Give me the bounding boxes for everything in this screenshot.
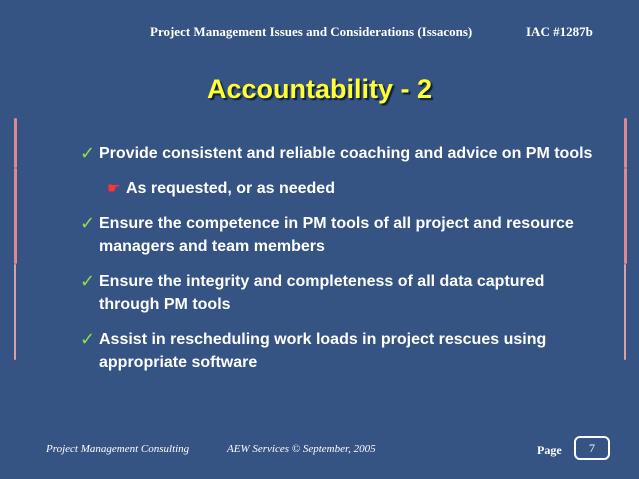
course-title: Project Management Issues and Considerations (Issacons)	[150, 24, 473, 39]
check-icon: ✓	[80, 143, 96, 164]
bullet-item-rescheduling	[80, 328, 600, 374]
right-edge-bar-bottom	[624, 264, 626, 360]
check-icon: ✓	[80, 271, 96, 292]
right-edge-bar-mid	[624, 168, 627, 264]
left-edge-bar-top	[14, 118, 17, 168]
left-edge-bar-bottom	[14, 264, 16, 360]
slide-title: Accountability - 2	[206, 74, 433, 104]
sub-bullet-item-requested	[80, 177, 600, 200]
bullet-item-integrity	[80, 270, 600, 316]
left-edge-bar-mid	[14, 168, 17, 264]
bullet-item-competence	[80, 212, 600, 258]
slide-header	[0, 24, 639, 42]
bullet-text: Assist in rescheduling work loads in project rescues using appropriate software	[99, 331, 547, 371]
course-code: IAC #1287b	[526, 24, 593, 39]
page-number-box: 7	[574, 436, 610, 460]
footer-copyright: AEW Services © September, 2005	[227, 443, 376, 455]
slide-footer	[0, 443, 639, 463]
sub-bullet-text: As requested, or as needed	[126, 180, 335, 197]
pointing-hand-icon: ☛	[107, 179, 121, 197]
bullet-text: Ensure the integrity and completeness of all data captured through PM tools	[99, 273, 545, 313]
bullet-text: Provide consistent and reliable coaching and advice on PM tools	[99, 145, 593, 162]
bullet-text: Ensure the competence in PM tools of all project and resource managers and team members	[99, 215, 574, 255]
page-label: Page	[537, 443, 562, 457]
right-edge-bar-top	[624, 118, 627, 168]
footer-company: Project Management Consulting	[46, 443, 190, 455]
bullet-list	[80, 142, 600, 386]
bullet-item-coaching	[80, 142, 600, 165]
check-icon: ✓	[80, 329, 96, 350]
check-icon: ✓	[80, 213, 96, 234]
